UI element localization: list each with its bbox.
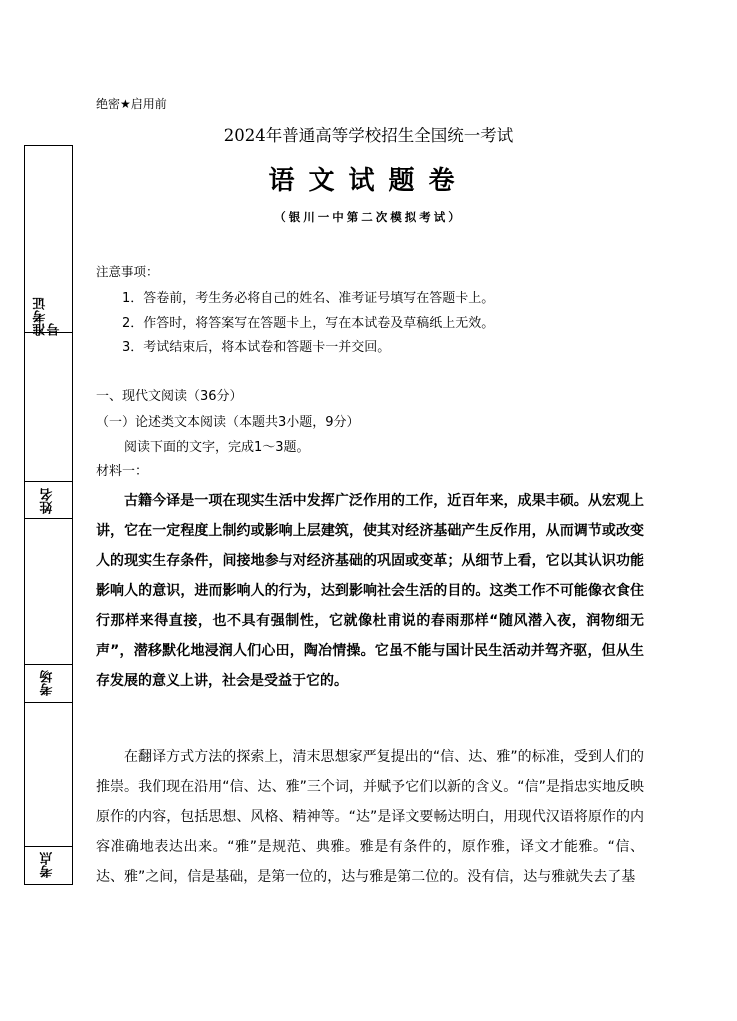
binding-label-exam-site: 考点: [40, 852, 56, 878]
document-title: 语文试题卷: [268, 166, 469, 196]
binding-label-admission-number: 准考证号: [33, 297, 63, 336]
binding-divider: [25, 702, 72, 703]
notice-item: 3．考试结束后，将本试卷和答题卡一并交回。: [122, 340, 391, 355]
secret-mark: 绝密★启用前: [96, 97, 167, 111]
notice-item: 2．作答时，将答案写在答题卡上，写在本试卷及草稿纸上无效。: [122, 316, 495, 331]
binding-label-name: 姓名: [40, 488, 56, 514]
notice-heading: 注意事项：: [96, 264, 159, 279]
binding-label-exam-room: 考场: [40, 670, 56, 696]
binding-divider: [25, 518, 72, 519]
binding-box: [24, 145, 73, 885]
notice-item: 1．答卷前，考生务必将自己的姓名、准考证号填写在答题卡上。: [122, 291, 495, 306]
paragraph-text: 在翻译方式方法的探索上，清末思想家严复提出的“信、达、雅”的标准，受到人们的推崇。我们现在沿用“信、达、雅”三个词，并赋予它们以新的含义。“信”是指忠实地反映原作的内容，包括思想、风格、精神等。“达”是译文要畅达明白，用现代汉语将原作的内容准确地表达出来。“雅”是规范、典雅。雅是有条件的，原作雅，译文才能雅。“信、达、雅”之间，信是基础，是第一位的，达与雅是第二位的。没有信，达与雅就失去了基: [96, 749, 644, 885]
paragraph-text: 古籍今译是一项在现实生活中发挥广泛作用的工作，近百年来，成果丰硕。从宏观上讲，它在一定程度上制约或影响上层建筑，使其对经济基础产生反作用，从而调节或改变人的现实生存条件，间接地参与对经济基础的巩固或变革；从细节上看，它以其认识功能影响人的意识，进而影响人的行为，达到影响社会生活的目的。这类工作不可能像衣食住行那样来得直接，也不具有强制性，它就像杜甫说的春雨那样“随风潜入夜，润物细无声”，潜移默化地浸润人们心田，陶冶情操。它虽不能与国计民生活动并驾齐驱，但从生存发展的意义上讲，社会是受益于它的。: [96, 493, 644, 689]
binding-divider: [25, 332, 72, 333]
section-instruction: 阅读下面的文字，完成1～3题。: [124, 440, 310, 455]
section-sub-title: （一）论述类文本阅读（本题共3小题，9分）: [96, 415, 360, 430]
passage-paragraph-1: [96, 486, 644, 696]
passage-paragraph-2: [96, 742, 644, 892]
document-subtitle: （银川一中第二次模拟考试）: [274, 210, 463, 224]
section-part-title: 一、现代文阅读（36分）: [96, 389, 243, 404]
exam-title: 2024年普通高等学校招生全国统一考试: [223, 126, 514, 145]
material-label: 材料一：: [96, 464, 149, 479]
